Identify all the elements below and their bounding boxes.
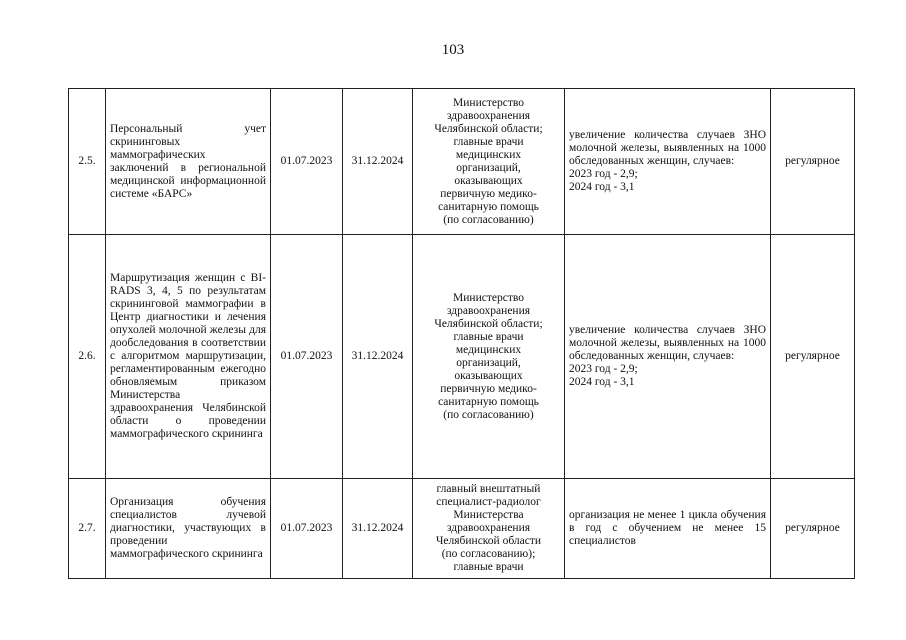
responsible-line: (по согласованию) <box>443 408 534 421</box>
target-indicator <box>565 235 771 479</box>
indicator-text: увеличение количества случаев ЗНО молочной железы, выявленных на 1000 обследованных женщин, случаев: <box>569 324 766 362</box>
end-date: 31.12.2024 <box>343 89 413 235</box>
indicator-value-line: 2023 год - 2,9; <box>569 363 638 375</box>
responsible-line: оказывающих <box>454 174 523 187</box>
responsible-lines <box>417 97 560 227</box>
periodicity: регулярное <box>771 479 855 579</box>
responsible-line: организаций, <box>456 356 521 369</box>
responsible-line: Челябинской области; <box>434 317 543 330</box>
responsible-line: Челябинской области; <box>434 122 543 135</box>
start-date: 01.07.2023 <box>271 235 343 479</box>
measure-name: Организация обучения специалистов лучевой диагностики, участвующих в проведении маммографического скрининга <box>106 479 271 579</box>
periodicity: регулярное <box>771 235 855 479</box>
responsible-line: здравоохранения <box>446 304 531 317</box>
responsible-line: первичную медико- <box>440 382 537 395</box>
responsible-line: медицинских <box>455 343 522 356</box>
measure-name: Персональный учет скрининговых маммографических заключений в региональной медицинской информационной системе «БАРС» <box>106 89 271 235</box>
responsible-line: главные врачи <box>453 330 524 343</box>
responsible-line: главные врачи <box>453 135 524 148</box>
row-number: 2.5. <box>69 89 106 235</box>
responsible-line: Министерство <box>453 96 524 109</box>
responsible-line: санитарную помощь <box>438 200 539 213</box>
responsible-line: главный внештатный <box>436 483 541 495</box>
row-number: 2.7. <box>69 479 106 579</box>
target-indicator <box>565 89 771 235</box>
responsible-line: медицинских <box>455 148 522 161</box>
responsible-line: Министерство <box>453 291 524 304</box>
page-number: 103 <box>441 42 465 58</box>
end-date: 31.12.2024 <box>343 479 413 579</box>
indicator-value-line: 2024 год - 3,1 <box>569 181 635 193</box>
indicator-text: организация не менее 1 цикла обучения в год с обучением не менее 15 специалистов <box>569 509 766 547</box>
table-row <box>69 479 855 579</box>
periodicity: регулярное <box>771 89 855 235</box>
start-date: 01.07.2023 <box>271 479 343 579</box>
indicator-value-line: 2023 год - 2,9; <box>569 168 638 180</box>
responsible-line: (по согласованию); <box>441 548 536 560</box>
start-date: 01.07.2023 <box>271 89 343 235</box>
responsible-line: первичную медико- <box>440 187 537 200</box>
responsible-line: организаций, <box>456 161 521 174</box>
responsible-line: Министерства <box>453 509 524 521</box>
responsible-line: здравоохранения <box>446 109 531 122</box>
responsible-line: Челябинской области <box>435 535 542 547</box>
target-indicator <box>565 479 771 579</box>
indicator-text: увеличение количества случаев ЗНО молочной железы, выявленных на 1000 обследованных женщин, случаев: <box>569 129 766 167</box>
responsible-line: здравоохранения <box>446 522 531 534</box>
end-date: 31.12.2024 <box>343 235 413 479</box>
responsible-line: (по согласованию) <box>443 213 534 226</box>
measures-table <box>68 88 855 579</box>
responsible-line: санитарную помощь <box>438 395 539 408</box>
responsible-line: оказывающих <box>454 369 523 382</box>
indicator-value-line: 2024 год - 3,1 <box>569 376 635 388</box>
responsible-line: главные врачи <box>453 561 524 573</box>
responsible-executor <box>413 89 565 235</box>
responsible-lines <box>417 483 560 574</box>
measure-name: Маршрутизация женщин с BI-RADS 3, 4, 5 по результатам скрининговой маммографии в Центр диагностики и лечения опухолей молочной железы для дообследования в соответствии с алгоритмом маршрутизации, регламентированным ежегодно обновляемым приказом Министерства здравоохранения Челябинской области о проведении маммографического скрининга <box>106 235 271 479</box>
responsible-executor <box>413 479 565 579</box>
table-row <box>69 89 855 235</box>
table-row <box>69 235 855 479</box>
row-number: 2.6. <box>69 235 106 479</box>
responsible-lines <box>417 292 560 422</box>
responsible-line: специалист-радиолог <box>436 496 541 508</box>
responsible-executor <box>413 235 565 479</box>
